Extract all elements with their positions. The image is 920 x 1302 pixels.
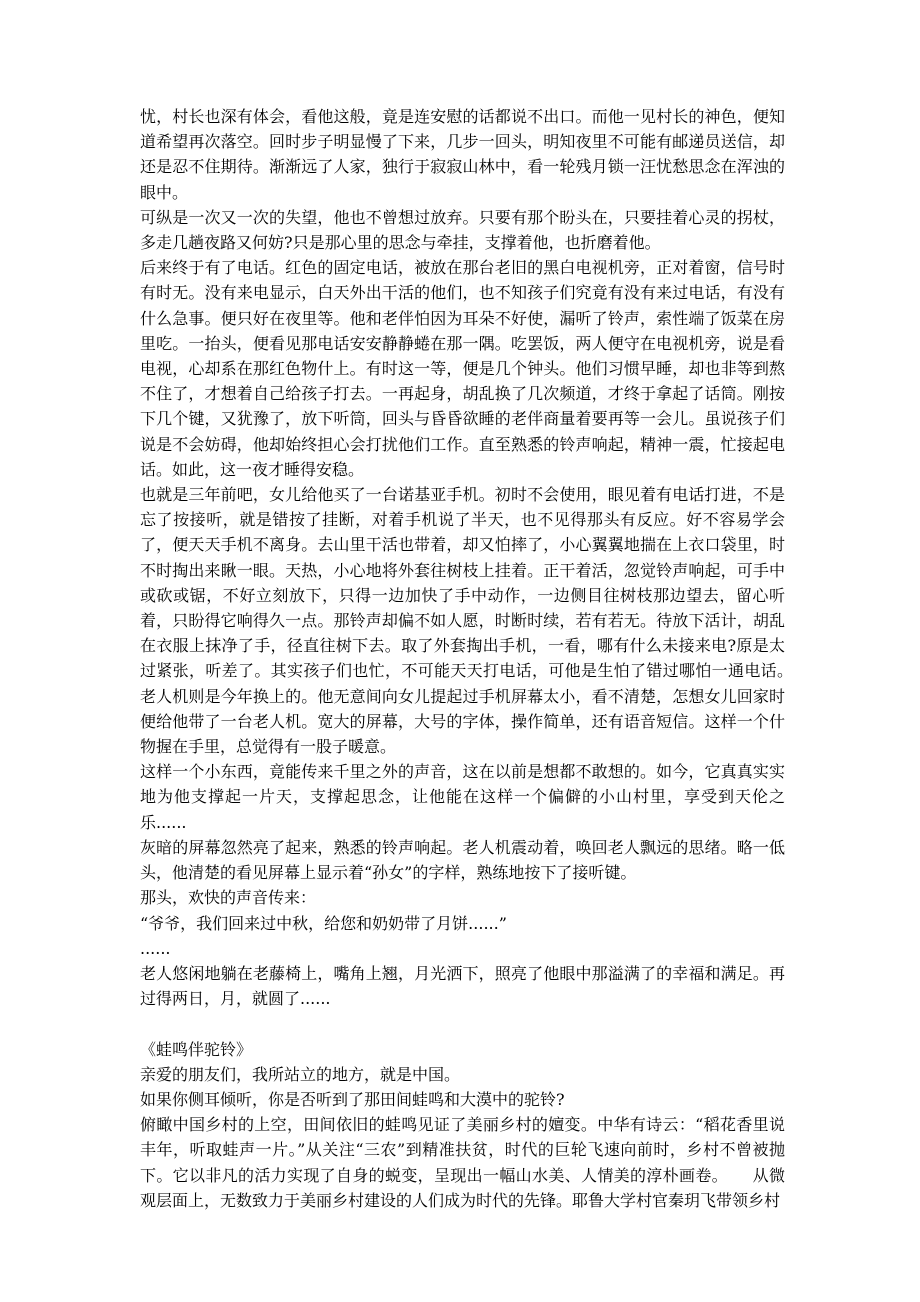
paragraph-10: 老人悠闲地躺在老藤椅上，嘴角上翘，月光洒下，照亮了他眼中那溢满了的幸福和满足。再过得两日，月，就圆了...... bbox=[140, 963, 785, 1009]
document-body bbox=[140, 104, 818, 1213]
section-title: 《蛙鸣伴驼铃》 bbox=[140, 1039, 253, 1059]
paragraph-4: 也就是三年前吧，女儿给他买了一台诺基亚手机。初时不会使用，眼见着有电话打进，不是忘了按接听，就是错按了挂断，对着手机说了半天，也不见得那头有反应。好不容易学会了，便天天手机不离身。去山里干活也带着，却又怕摔了，小心翼翼地揣在上衣口袋里，时不时掏出来瞅一眼。天热，小心地将外套往树枝上挂着。正干着活，忽觉铃声响起，可手中或砍或锯，不好立刻放下，只得一边加快了手中动作，一边侧目往树枝那边望去，留心听着，只盼得它响得久一点。那铃声却偏不如人愿，时断时续，若有若无。待放下活计，胡乱在衣服上抹净了手，径直往树下去。取了外套掏出手机，一看，哪有什么未接来电?原是太过紧张，听差了。其实孩子们也忙，不可能天天打电话，可他是生怕了错过哪怕一通电话。 老人机则是今年换上的。他无意间向女儿提起过手机屏幕太小，看不清楚，怎想女儿回家时便给他带了一台老人机。宽大的屏幕，大号的字体，操作简单，还有语音短信。这样一个什物握在手里，总觉得有一股子暖意。 bbox=[140, 485, 818, 757]
paragraph-6: 灰暗的屏幕忽然亮了起来，熟悉的铃声响起。老人机震动着，唤回老人飘远的思绪。略一低头，他清楚的看见屏幕上显示着“孙女”的字样，熟练地按下了接听键。 bbox=[140, 837, 785, 883]
paragraph-1: 忧，村长也深有体会，看他这般，竟是连安慰的话都说不出口。而他一见村长的神色，便知道希望再次落空。回时步子明显慢了下来，几步一回头，明知夜里不可能有邮递员送信，却还是忍不住期待。渐渐远了人家，独行于寂寂山林中，看一轮残月锁一汪忧愁思念在浑浊的眼中。 bbox=[140, 107, 785, 202]
paragraph-14: 俯瞰中国乡村的上空，田间依旧的蛙鸣见证了美丽乡村的嬗变。中华有诗云：“稻花香里说丰年，听取蛙声一片。”从关注“三农”到精准扶贫，时代的巨轮飞速向前时，乡村不曾被抛下。它以非凡的活力实现了自身的蜕变，呈现出一幅山水美、人情美的淳朴画卷。 从微观层面上，无数致力于美丽乡村建设的人们成为时代的先锋。耶鲁大学村官秦玥飞带领乡村 bbox=[140, 1115, 785, 1210]
paragraph-9: ...... bbox=[140, 938, 171, 958]
paragraph-13: 如果你侧耳倾听，你是否听到了那田间蛙鸣和大漠中的驼铃? bbox=[140, 1089, 565, 1109]
paragraph-2: 可纵是一次又一次的失望，他也不曾想过放弃。只要有那个盼头在，只要挂着心灵的拐杖，多走几趟夜路又何妨?只是那心里的思念与牵挂，支撑着他，也折磨着他。 bbox=[140, 207, 785, 253]
paragraph-7: 那头，欢快的声音传来： bbox=[140, 888, 317, 908]
paragraph-8: “爷爷，我们回来过中秋，给您和奶奶带了月饼......” bbox=[140, 913, 507, 933]
paragraph-3: 后来终于有了电话。红色的固定电话，被放在那台老旧的黑白电视机旁，正对着窗，信号时有时无。没有来电显示，白天外出干活的他们，也不知孩子们究竟有没有来过电话，有没有什么急事。便只好在夜里等。他和老伴怕因为耳朵不好使，漏听了铃声，索性端了饭菜在房里吃。一抬头，便看见那电话安安静静蜷在那一隅。吃罢饭，两人便守在电视机旁，说是看电视，心却系在那红色物什上。有时这一等，便是几个钟头。他们习惯早睡，却也非等到熬不住了，才想着自己给孩子打去。一再起身，胡乱换了几次频道，才终于拿起了话筒。刚按下几个键，又犹豫了，放下听筒，回头与昏昏欲睡的老伴商量着要再等一会儿。虽说孩子们说是不会妨碍，他却始终担心会打扰他们工作。直至熟悉的铃声响起，精神一震，忙接起电话。如此，这一夜才睡得安稳。 bbox=[140, 258, 785, 479]
paragraph-5: 这样一个小东西，竟能传来千里之外的声音，这在以前是想都不敢想的。如今，它真真实实地为他支撑起一片天，支撑起思念，让他能在这样一个偏僻的小山村里，享受到天伦之乐...... bbox=[140, 762, 785, 832]
paragraph-12: 亲爱的朋友们，我所站立的地方，就是中国。 bbox=[140, 1064, 461, 1084]
blank-line bbox=[140, 1011, 785, 1036]
